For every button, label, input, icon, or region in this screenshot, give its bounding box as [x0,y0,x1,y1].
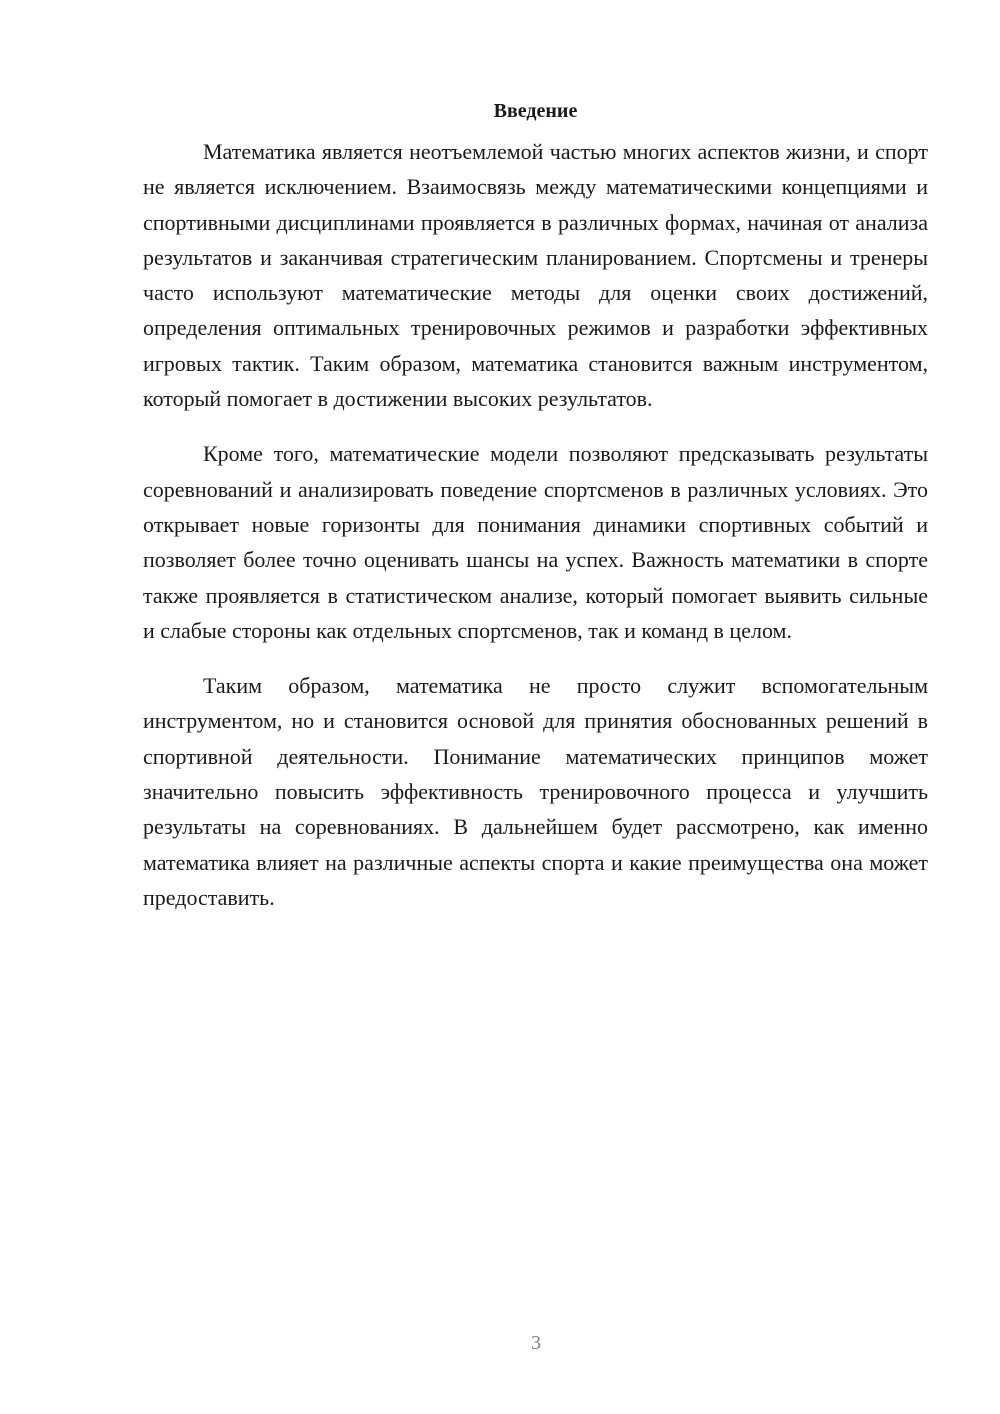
page-content [143,92,928,935]
paragraph-2: Кроме того, математические модели позволяют предсказывать результаты соревнований и анализировать поведение спортсменов в различных условиях. Это открывает новые горизонты для понимания динамики спортивных событий и позволяет более точно оценивать шансы на успех. Важность математики в спорте также проявляется в статистическом анализе, который помогает выявить сильные и слабые стороны как отдельных спортсменов, так и команд в целом. [143,441,928,643]
paragraph-3: Таким образом, математика не просто служит вспомогательным инструментом, но и становится основой для принятия обоснованных решений в спортивной деятельности. Понимание математических принципов может значительно повысить эффективность тренировочного процесса и улучшить результаты на соревнованиях. В дальнейшем будет рассмотрено, как именно математика влияет на различные аспекты спорта и какие преимущества она может предоставить. [143,673,928,910]
page-number: 3 [531,1332,541,1354]
section-heading: Введение [493,100,578,122]
paragraph-1: Математика является неотъемлемой частью многих аспектов жизни, и спорт не является исключением. Взаимосвязь между математическими концепциями и спортивными дисциплинами проявляется в различных формах, начиная от анализа результатов и заканчивая стратегическим планированием. Спортсмены и тренеры часто используют математические методы для оценки своих достижений, определения оптимальных тренировочных режимов и разработки эффективных игровых тактик. Таким образом, математика становится важным инструментом, который помогает в достижении высоких результатов. [143,139,928,412]
